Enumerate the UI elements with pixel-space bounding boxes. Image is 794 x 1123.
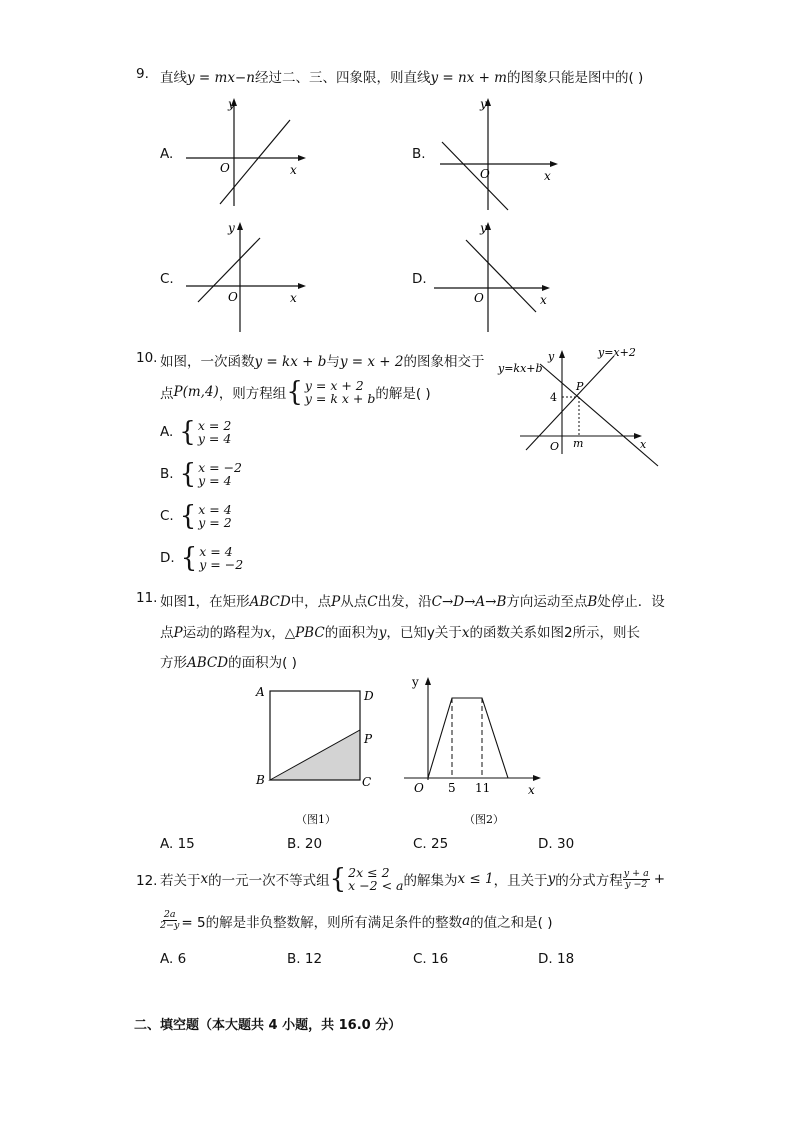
q9-option-b-graph[interactable] [432, 96, 562, 212]
q12-number: 12. [136, 873, 158, 889]
q10-option-b-top: x = −2 [198, 460, 243, 475]
q10-option-a-top: x = 2 [197, 418, 232, 433]
q11-abcd2: ABCD [187, 655, 229, 671]
brace-icon: { [180, 542, 198, 574]
q10-point-p: P(m,4) [173, 384, 219, 400]
q9-option-c-label: C. [160, 271, 174, 287]
brace-icon: { [179, 500, 197, 532]
section-2-heading: 二、填空题（本大题共 4 小题，共 16.0 分） [134, 1018, 402, 1033]
brace-icon: { [179, 416, 196, 448]
q11-fig2-caption: （图2） [464, 813, 504, 826]
q11-text-2: 中，点 [290, 594, 332, 610]
q11-stem-line2 [160, 621, 640, 641]
q11-b: B [587, 594, 598, 610]
q11-fig2-y: y [412, 675, 419, 689]
q12-text-c: 的解集为 [403, 873, 458, 889]
q12-stem-line1 [160, 863, 666, 895]
q10-text-c: 的图象相交于 [403, 354, 485, 370]
q9-b-y-label: y [480, 97, 487, 111]
q9-text-a: 直线 [160, 70, 187, 86]
q9-stem [160, 66, 643, 86]
q9-a-origin-label: O [220, 161, 230, 175]
q10-option-d-label: D. [160, 550, 175, 566]
q12-option-a-value: 6 [177, 951, 187, 967]
q11-text-8: 运动的路程为 [182, 625, 264, 641]
q9-c-y-label: y [228, 221, 235, 235]
q12-system [348, 866, 403, 892]
q10-option-d[interactable] [160, 542, 244, 574]
q10-text-a: 如图，一次函数 [160, 354, 255, 370]
q10-fig-label-o: O [550, 440, 560, 453]
q12-text-a: 若关于 [160, 873, 201, 889]
q10-option-d-top: x = 4 [199, 544, 233, 559]
q10-number: 10. [136, 350, 158, 366]
q9-option-b-label: B. [412, 146, 426, 162]
q10-option-a-bottom: y = 4 [197, 431, 232, 446]
q11-text-10: 的面积为 [324, 625, 379, 641]
q11-option-a-value: 15 [177, 836, 195, 852]
q11-option-b-value: 20 [304, 836, 323, 852]
q9-d-origin-label: O [474, 291, 484, 305]
q10-option-c-bottom: y = 2 [198, 515, 232, 530]
q11-fig2-tick11: 11 [475, 781, 491, 795]
q9-b-origin-label: O [480, 167, 490, 181]
q12-option-b[interactable] [287, 951, 322, 967]
q12-system-brace: { [329, 863, 347, 895]
q11-fig1-a: A [256, 685, 265, 699]
q9-option-a-label: A. [160, 146, 174, 162]
q9-d-x-label: x [540, 293, 547, 307]
q11-text-5: 方向运动至点 [506, 594, 588, 610]
q11-fig2-o: O [414, 781, 424, 795]
q9-b-x-label: x [544, 169, 551, 183]
q12-text-g: 的值之和是( ) [470, 914, 553, 931]
q11-option-d-value: 30 [556, 836, 575, 852]
q11-stem-line3 [160, 651, 297, 671]
q11-path: C→D→A→B [431, 594, 507, 610]
q11-text-12: 的函数关系如图2所示，则长 [469, 625, 641, 641]
q10-option-b[interactable] [160, 458, 243, 490]
q12-option-d[interactable] [538, 951, 574, 967]
q9-text-c: 的图象只能是图中的( ) [506, 70, 644, 86]
q12-a: a [462, 912, 471, 929]
q12-frac1-num: y + a [623, 867, 649, 879]
q9-c-origin-label: O [228, 290, 238, 304]
q11-option-a[interactable] [160, 836, 195, 852]
q10-fig-label-p: P [576, 380, 584, 393]
q11-option-c-value: 25 [431, 836, 449, 852]
q9-c-x-label: x [290, 291, 297, 305]
q11-text-14: 的面积为( ) [228, 655, 297, 671]
q11-text-3: 从点 [340, 594, 368, 610]
q9-eq1: y = mx−n [187, 70, 255, 86]
q12-frac2-den: 2−y [160, 920, 180, 931]
q11-figure1 [250, 680, 380, 830]
q10-option-b-bottom: y = 4 [198, 473, 232, 488]
q12-option-b-value: 12 [304, 951, 323, 967]
q12-text-d: ，且关于 [493, 873, 548, 889]
q10-fig-label-x: x [640, 438, 647, 451]
q11-option-d-label: D. [538, 836, 553, 852]
q12-frac2-num: 2a [163, 909, 176, 920]
q11-option-c[interactable] [413, 836, 448, 852]
q12-system-bottom: x −2 < a [348, 878, 404, 893]
q12-text-b: 的一元一次不等式组 [208, 873, 330, 889]
q9-number: 9. [136, 66, 149, 82]
q11-fig1-d: D [364, 689, 374, 703]
q11-abcd: ABCD [249, 594, 291, 610]
q11-c: C [367, 594, 378, 610]
q10-stem-line2 [160, 376, 431, 408]
q9-a-y-label: y [228, 97, 235, 111]
q11-text-9: ， [271, 625, 285, 641]
q12-cond: x ≤ 1 [457, 871, 494, 887]
q11-number: 11. [136, 590, 158, 606]
q10-option-d-bottom: y = −2 [199, 557, 244, 572]
q12-fraction-1 [623, 869, 650, 890]
q12-x: x [200, 871, 209, 887]
q12-option-c-label: C. [413, 951, 427, 967]
q10-system-top: y = x + 2 [304, 378, 364, 393]
q12-y: y [547, 871, 556, 887]
q11-fig1-c: C [362, 775, 372, 789]
q9-eq2: y = nx + m [430, 70, 507, 86]
q12-plus: + [653, 871, 666, 887]
q12-option-c[interactable] [413, 951, 448, 967]
q10-option-c-label: C. [160, 508, 174, 524]
q10-figure [496, 342, 668, 472]
q12-option-d-value: 18 [556, 951, 575, 967]
q11-option-c-label: C. [413, 836, 427, 852]
q11-fig1-p: P [364, 732, 373, 746]
q11-fig2-tick5: 5 [448, 781, 456, 795]
q11-text-11: ，已知y关于 [386, 625, 462, 641]
q11-fig2-x: x [528, 783, 535, 797]
q11-p: P [331, 594, 341, 610]
q11-stem-line1 [160, 590, 665, 610]
q11-text-7: 点 [160, 625, 174, 641]
q11-y: y [378, 625, 387, 641]
q11-fig1-caption: （图1） [296, 813, 336, 826]
q10-option-c[interactable] [160, 500, 232, 532]
q10-text-e: ，则方程组 [218, 386, 287, 402]
q10-stem-line1 [160, 350, 484, 370]
q12-option-b-label: B. [287, 951, 301, 967]
q11-text-1: 如图1，在矩形 [160, 594, 250, 610]
q12-option-a-label: A. [160, 951, 174, 967]
q9-option-d-graph[interactable] [432, 220, 562, 334]
q10-option-a[interactable] [160, 416, 232, 448]
q10-fig-label-kxb: y=kx+b [498, 362, 543, 375]
q10-option-b-label: B. [160, 466, 174, 482]
q10-option-c-top: x = 4 [198, 502, 232, 517]
q10-system-brace: { [286, 376, 303, 408]
q10-system-bottom: y = k x + b [304, 391, 376, 406]
q11-p2: P [173, 625, 183, 641]
q10-option-a-label: A. [160, 424, 174, 440]
q9-a-x-label: x [290, 163, 297, 177]
q11-text-13: 方形 [160, 655, 187, 671]
q10-text-f: 的解是( ) [375, 386, 431, 402]
q11-option-b[interactable] [287, 836, 322, 852]
q9-text-b: 经过二、三、四象限，则直线 [254, 70, 431, 86]
q10-eq2: y = x + 2 [339, 354, 404, 370]
q11-figure2 [396, 672, 546, 830]
q12-stem-line2 [160, 910, 552, 931]
q12-text-e: 的分式方程 [555, 873, 623, 889]
q11-x: x [263, 625, 272, 641]
q9-option-d-label: D. [412, 271, 427, 287]
q9-d-y-label: y [480, 221, 487, 235]
q12-option-d-label: D. [538, 951, 553, 967]
q12-frac1-den: y −2 [625, 878, 648, 890]
q11-option-b-label: B. [287, 836, 301, 852]
q11-text-4: 出发，沿 [377, 594, 432, 610]
q10-text-b: 与 [326, 354, 340, 370]
q11-option-a-label: A. [160, 836, 174, 852]
q10-text-d: 点 [160, 386, 174, 402]
q11-x2: x [461, 625, 470, 641]
q10-fig-label-x2: y=x+2 [598, 346, 636, 359]
q10-fig-label-4: 4 [550, 391, 557, 404]
q11-option-d[interactable] [538, 836, 574, 852]
q12-option-a[interactable] [160, 951, 186, 967]
brace-icon: { [179, 458, 197, 490]
q11-tri: △PBC [284, 625, 325, 641]
q9-option-a-graph[interactable] [180, 96, 310, 208]
q10-fig-label-y: y [548, 350, 555, 363]
q12-option-c-value: 16 [431, 951, 449, 967]
q12-fraction-2 [160, 910, 179, 931]
q10-eq1: y = kx + b [254, 354, 327, 370]
q12-text-f: = 5的解是非负整数解，则所有满足条件的整数 [181, 914, 463, 931]
q10-system [305, 379, 376, 405]
q12-system-top: 2x ≤ 2 [348, 865, 390, 880]
q11-text-6: 处停止．设 [597, 594, 665, 610]
q10-fig-label-m: m [573, 437, 584, 450]
q11-fig1-b: B [256, 773, 265, 787]
q9-option-c-graph[interactable] [180, 220, 310, 334]
